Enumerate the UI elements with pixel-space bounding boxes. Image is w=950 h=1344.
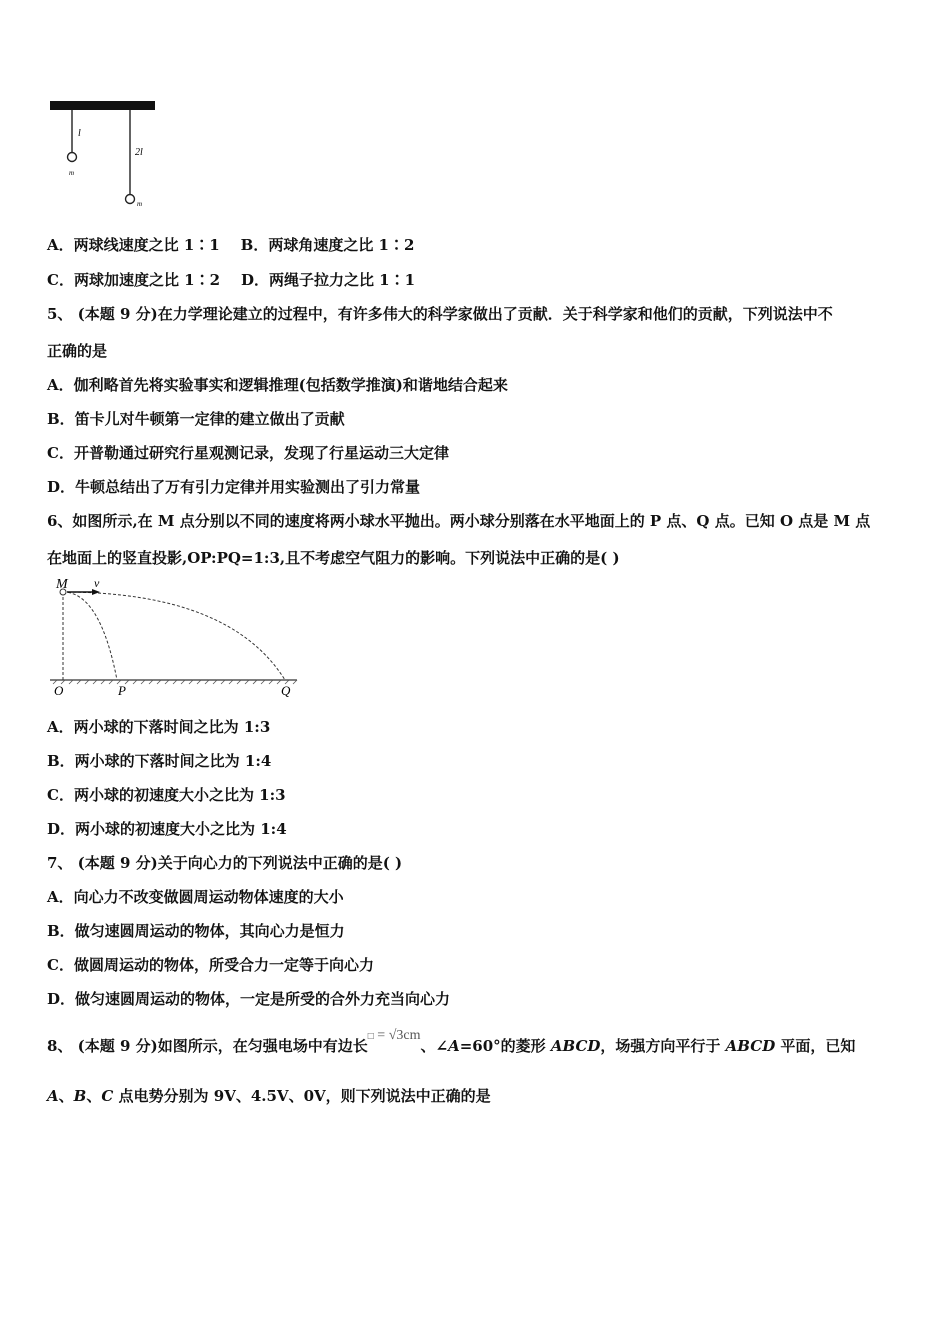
q7-option-a: A．向心力不改变做圆周运动物体速度的大小 bbox=[47, 888, 344, 906]
q5-stem-line2: 正确的是 bbox=[47, 342, 108, 360]
q6-option-a: A．两小球的下落时间之比为 1:3 bbox=[47, 718, 271, 736]
projectile-figure bbox=[45, 575, 305, 700]
q8-stem-part-d: ，场强方向平行于 bbox=[600, 1037, 726, 1055]
q5-option-d: D．牛顿总结出了万有引力定律并用实验测出了引力常量 bbox=[47, 478, 421, 496]
label-l: l bbox=[78, 128, 81, 139]
q7-option-c: C．做圆周运动的物体，所受合力一定等于向心力 bbox=[47, 956, 374, 974]
q7-option-d: D．做匀速圆周运动的物体，一定是所受的合外力充当向心力 bbox=[47, 990, 451, 1008]
q4-option-c: C．两球加速度之比 1∶2 bbox=[47, 271, 221, 289]
q6-option-b: B．两小球的下落时间之比为 1:4 bbox=[47, 752, 272, 770]
label-q: Q bbox=[281, 683, 291, 698]
q5-stem-line1: 5、 (本题 9 分)在力学理论建立的过程中，有许多伟大的科学家做出了贡献．关于科学家和他们的贡献，下列说法中不 bbox=[47, 305, 833, 323]
label-m: M bbox=[56, 577, 68, 592]
placeholder-box-icon: □ bbox=[367, 1031, 374, 1042]
q8-point-a: A bbox=[47, 1087, 59, 1105]
q8-sep-2: 、 bbox=[86, 1087, 102, 1105]
label-m-long: m bbox=[137, 200, 143, 208]
q4-options-cd bbox=[47, 270, 415, 290]
q4-options-ab bbox=[47, 235, 414, 255]
q5-option-b: B．笛卡儿对牛顿第一定律的建立做出了贡献 bbox=[47, 410, 345, 428]
q8-stem-part-b: 、∠ bbox=[420, 1037, 449, 1055]
q5-option-c: C．开普勒通过研究行星观测记录，发现了行星运动三大定律 bbox=[47, 444, 449, 462]
q8-stem-part-c: =60°的菱形 bbox=[459, 1037, 551, 1055]
pendulum-figure bbox=[45, 95, 165, 220]
q5-option-a: A．伽利略首先将实验事实和逻辑推理(包括数学推演)和谐地结合起来 bbox=[47, 376, 508, 394]
trajectory-to-q bbox=[63, 592, 285, 680]
label-p: P bbox=[118, 683, 126, 698]
q6-option-c: C．两小球的初速度大小之比为 1:3 bbox=[47, 786, 286, 804]
q4-option-a: A．两球线速度之比 1∶1 bbox=[47, 236, 220, 254]
q8-stem-line2 bbox=[47, 1086, 491, 1106]
q4-option-d: D．两绳子拉力之比 1∶1 bbox=[240, 271, 416, 289]
label-2l: 2l bbox=[135, 147, 143, 158]
ceiling-bar bbox=[50, 101, 155, 110]
q8-abcd-2: ABCD bbox=[725, 1037, 776, 1055]
q8-formula bbox=[368, 1026, 421, 1047]
trajectory-to-p bbox=[63, 592, 117, 680]
q7-stem: 7、 (本题 9 分)关于向心力的下列说法中正确的是( ) bbox=[47, 854, 403, 872]
q8-point-c: C bbox=[101, 1087, 114, 1105]
ball-long bbox=[126, 195, 135, 204]
label-o: O bbox=[54, 683, 64, 698]
label-m-short: m bbox=[69, 169, 75, 177]
label-v: v bbox=[94, 576, 100, 590]
q4-option-b: B．两球角速度之比 1∶2 bbox=[240, 236, 415, 254]
q8-formula-value: = √3cm bbox=[373, 1028, 421, 1043]
q6-stem-line2: 在地面上的竖直投影,OP:PQ=1:3,且不考虑空气阻力的影响。下列说法中正确的是( ) bbox=[47, 549, 620, 567]
q6-stem-line1: 6、如图所示,在 M 点分别以不同的速度将两小球水平抛出。两小球分别落在水平地面上的 P 点、Q 点。已知 O 点是 M 点 bbox=[47, 512, 871, 530]
q8-stem-part-e: 平面，已知 bbox=[775, 1037, 856, 1055]
q8-stem-line1 bbox=[47, 1028, 856, 1059]
q8-stem-part-a: 8、 (本题 9 分)如图所示，在匀强电场中有边长 bbox=[47, 1037, 368, 1055]
q8-stem-rest: 点电势分别为 9V、4.5V、0V，则下列说法中正确的是 bbox=[113, 1087, 491, 1105]
ball-short bbox=[68, 153, 77, 162]
q6-option-d: D．两小球的初速度大小之比为 1:4 bbox=[47, 820, 287, 838]
q8-point-b: B bbox=[73, 1087, 87, 1105]
q8-abcd-1: ABCD bbox=[550, 1037, 601, 1055]
q8-sep-1: 、 bbox=[58, 1087, 74, 1105]
q8-angle-a: A bbox=[448, 1037, 460, 1055]
q7-option-b: B．做匀速圆周运动的物体，其向心力是恒力 bbox=[47, 922, 345, 940]
